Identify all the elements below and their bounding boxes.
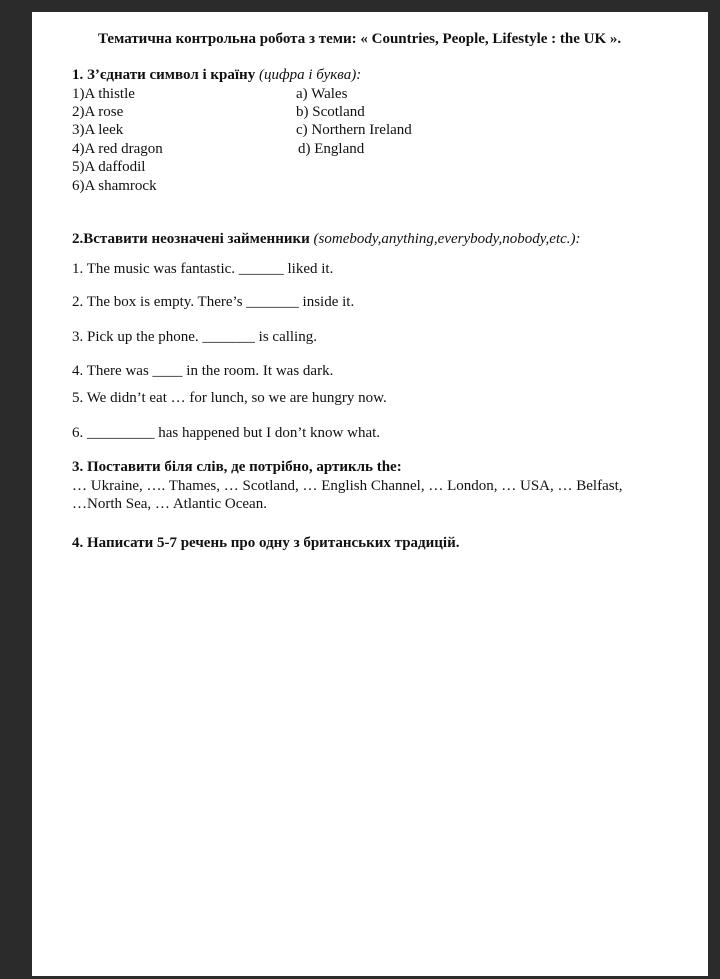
worksheet-title: Тематична контрольна робота з теми: « Countries, People, Lifestyle : the UK ». [98, 31, 622, 47]
symbol-item: 6)A shamrock [72, 178, 157, 194]
symbol-item: 3)A leek [72, 122, 124, 138]
section-2-title: 2.Вставити неозначені займенники [72, 231, 310, 247]
exercise-item: 4. There was ____ in the room. It was dark. [72, 363, 334, 379]
article-line: … Ukraine, …. Thames, … Scotland, … English Channel, … London, … USA, … Belfast, [72, 478, 623, 494]
section-2-hint: (somebody,anything,everybody,nobody,etc.): [313, 231, 581, 247]
exercise-item: 6. _________ has happened but I don’t know what. [72, 425, 381, 441]
section-1-title: 1. З’єднати символ і країну [72, 67, 256, 83]
exercise-item: 5. We didn’t eat … for lunch, so we are hungry now. [72, 390, 387, 406]
symbol-item: 2)A rose [72, 104, 124, 120]
section-1-heading [72, 66, 361, 84]
article-line: …North Sea, … Atlantic Ocean. [72, 496, 267, 512]
section-2-heading [72, 230, 581, 248]
country-item: c) Northern Ireland [296, 122, 412, 138]
exercise-item: 3. Pick up the phone. _______ is calling. [72, 329, 317, 345]
symbol-item: 1)A thistle [72, 86, 135, 102]
document-page [32, 12, 708, 976]
exercise-item: 2. The box is empty. There’s _______ inside it. [72, 294, 355, 310]
section-1-hint: (цифра і буква): [258, 67, 362, 83]
country-item: a) Wales [296, 86, 348, 102]
country-item: b) Scotland [296, 104, 365, 120]
country-item: d) England [298, 141, 365, 157]
symbol-item: 5)A daffodil [72, 159, 146, 175]
section-4-heading: 4. Написати 5-7 речень про одну з британських традицій. [72, 535, 460, 551]
section-3-heading: 3. Поставити біля слів, де потрібно, артикль the: [72, 459, 402, 475]
symbol-item: 4)A red dragon [72, 141, 163, 157]
exercise-item: 1. The music was fantastic. ______ liked it. [72, 261, 334, 277]
